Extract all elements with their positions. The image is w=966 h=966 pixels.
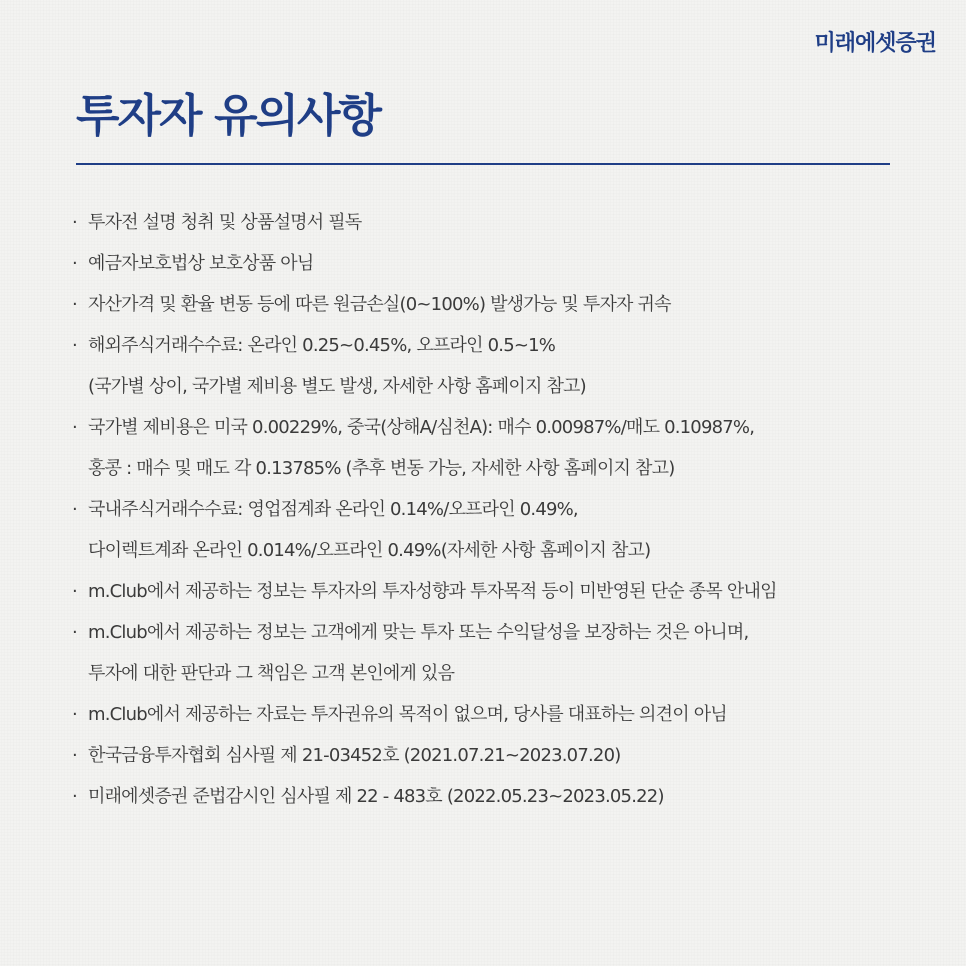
notice-text: 예금자보호법상 보호상품 아님 — [88, 253, 314, 274]
notice-item — [72, 571, 952, 612]
notice-item — [72, 735, 952, 776]
bullet-icon: · — [72, 786, 77, 807]
notice-text: 미래에셋증권 준법감시인 심사필 제 22 - 483호 (2022.05.23~2023.05.22) — [88, 786, 664, 807]
notice-item — [72, 694, 952, 735]
bullet-icon: · — [72, 294, 77, 315]
bullet-icon: · — [72, 581, 77, 602]
bullet-icon: · — [72, 212, 77, 233]
notice-text: m.Club에서 제공하는 정보는 투자자의 투자성향과 투자목적 등이 미반영된 단순 종목 안내임 — [88, 581, 777, 602]
bullet-icon: · — [72, 253, 77, 274]
notice-item — [72, 489, 952, 571]
notice-text: (국가별 상이, 국가별 제비용 별도 발생, 자세한 사항 홈페이지 참고) — [88, 376, 586, 397]
notice-text: 국가별 제비용은 미국 0.00229%, 중국(상해A/심천A): 매수 0.00987%/매도 0.10987%, — [88, 417, 755, 438]
page-title: 투자자 유의사항 — [76, 89, 380, 142]
notice-item — [72, 325, 952, 407]
notice-item — [72, 284, 952, 325]
brand-logo: 미래에셋증권 — [814, 31, 936, 56]
notice-text: 해외주식거래수수료: 온라인 0.25~0.45%, 오프라인 0.5~1% — [88, 335, 556, 356]
notice-text: 다이렉트계좌 온라인 0.014%/오프라인 0.49%(자세한 사항 홈페이지 참고) — [88, 540, 651, 561]
bullet-icon: · — [72, 704, 77, 725]
notice-item — [72, 612, 952, 694]
title-divider — [76, 163, 890, 165]
notice-item — [72, 243, 952, 284]
notice-item — [72, 202, 952, 243]
notice-item — [72, 407, 952, 489]
notice-text: 홍콩 : 매수 및 매도 각 0.13785% (추후 변동 가능, 자세한 사항 홈페이지 참고) — [88, 458, 675, 479]
notice-text: 투자에 대한 판단과 그 책임은 고객 본인에게 있음 — [88, 663, 455, 684]
notice-text: 한국금융투자협회 심사필 제 21-03452호 (2021.07.21~2023.07.20) — [88, 745, 621, 766]
notice-text: 투자전 설명 청취 및 상품설명서 필독 — [88, 212, 362, 233]
bullet-icon: · — [72, 499, 77, 520]
bullet-icon: · — [72, 745, 77, 766]
notice-text: 자산가격 및 환율 변동 등에 따른 원금손실(0~100%) 발생가능 및 투자자 귀속 — [88, 294, 671, 315]
notice-text: 국내주식거래수수료: 영업점계좌 온라인 0.14%/오프라인 0.49%, — [88, 499, 578, 520]
notice-text: m.Club에서 제공하는 정보는 고객에게 맞는 투자 또는 수익달성을 보장하는 것은 아니며, — [88, 622, 749, 643]
notice-item — [72, 776, 952, 817]
notice-list — [72, 202, 952, 817]
bullet-icon: · — [72, 622, 77, 643]
notice-text: m.Club에서 제공하는 자료는 투자권유의 목적이 없으며, 당사를 대표하는 의견이 아님 — [88, 704, 727, 725]
bullet-icon: · — [72, 417, 77, 438]
bullet-icon: · — [72, 335, 77, 356]
